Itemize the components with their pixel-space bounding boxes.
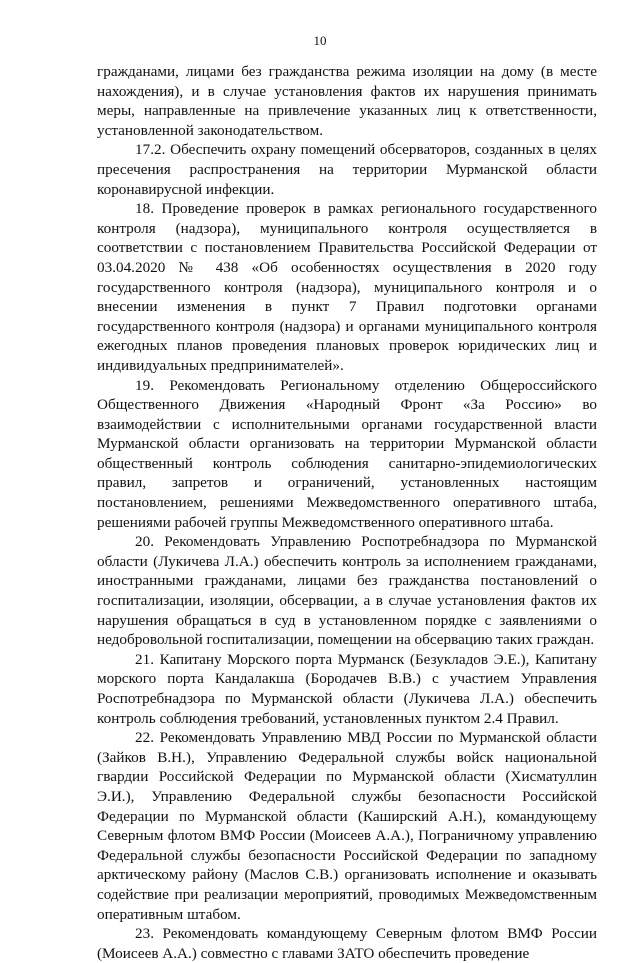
- page-number: 10: [313, 33, 327, 48]
- paragraph-22: 22. Рекомендовать Управлению МВД России по Мурманской области (Зайков В.Н.), Управлению Федеральной службы войск национальной гвардии Российской Федерации по Мурманской области (Хисматуллин Э.И.), Управлению Федеральной службы безопасности Российской Федерации по Мурманской области (Каширский А.Н.), командующему Северным флотом ВМФ России (Моисеев А.А.), Пограничному управлению Федеральной службы безопасности Российской Федерации по западному арктическому району (Маслов С.В.) организовать исполнение и оказывать содействие при реализации мероприятий, проводимых Межведомственным оперативным штабом.: [97, 729, 597, 923]
- paragraph-19: 19. Рекомендовать Региональному отделению Общероссийского Общественного Движения «Народный Фронт «За Россию» во взаимодействии с исполнительными органами государственной власти Мурманской области организовать на территории Мурманской области общественный контроль соблюдения санитарно-эпидемиологических правил, запретов и ограничений, установленных настоящим постановлением, решениями Межведомственного оперативного штаба, решениями рабочей группы Межведомственного оперативного штаба.: [97, 376, 597, 531]
- paragraph-continuation: гражданами, лицами без гражданства режима изоляции на дому (в месте нахождения), и в случае установления фактов их нарушения принимать меры, направленные на привлечение указанных лиц к ответственности, установленной законодательством.: [97, 63, 597, 139]
- document-body: [97, 62, 597, 963]
- paragraph-21: 21. Капитану Морского порта Мурманск (Безукладов Э.Е.), Капитану морского порта Кандалакша (Бородачев В.В.) с участием Управления Роспотребнадзора по Мурманской области (Лукичева Л.А.) обеспечить контроль соблюдения требований, установленных пунктом 2.4 Правил.: [97, 650, 597, 727]
- paragraph-23: 23. Рекомендовать командующему Северным флотом ВМФ России (Моисеев А.А.) совместно с главами ЗАТО обеспечить проведение: [97, 925, 597, 962]
- paragraph-20: 20. Рекомендовать Управлению Роспотребнадзора по Мурманской области (Лукичева Л.А.) обеспечить контроль за исполнением гражданами, иностранными гражданами, лицами без гражданства постановлений о госпитализации, изоляции, обсервации, а в случае установления фактов их нарушения обращаться в суд в установленном порядке с заявлениями о недобровольной госпитализации, помещении на обсервацию таких граждан.: [97, 533, 597, 649]
- paragraph-17-2: 17.2. Обеспечить охрану помещений обсерваторов, созданных в целях пресечения распространения на территории Мурманской области коронавирусной инфекции.: [97, 141, 597, 198]
- paragraph-18: 18. Проведение проверок в рамках регионального государственного контроля (надзора), муниципального контроля осуществляется в соответствии с постановлением Правительства Российской Федерации от 03.04.2020 № 438 «Об особенностях осуществления в 2020 году государственного контроля (надзора), муниципального контроля и о внесении изменения в пункт 7 Правил подготовки органами государственного контроля (надзора) и органами муниципального контроля ежегодных планов проведения плановых проверок юридических лиц и индивидуальных предпринимателей».: [97, 200, 597, 374]
